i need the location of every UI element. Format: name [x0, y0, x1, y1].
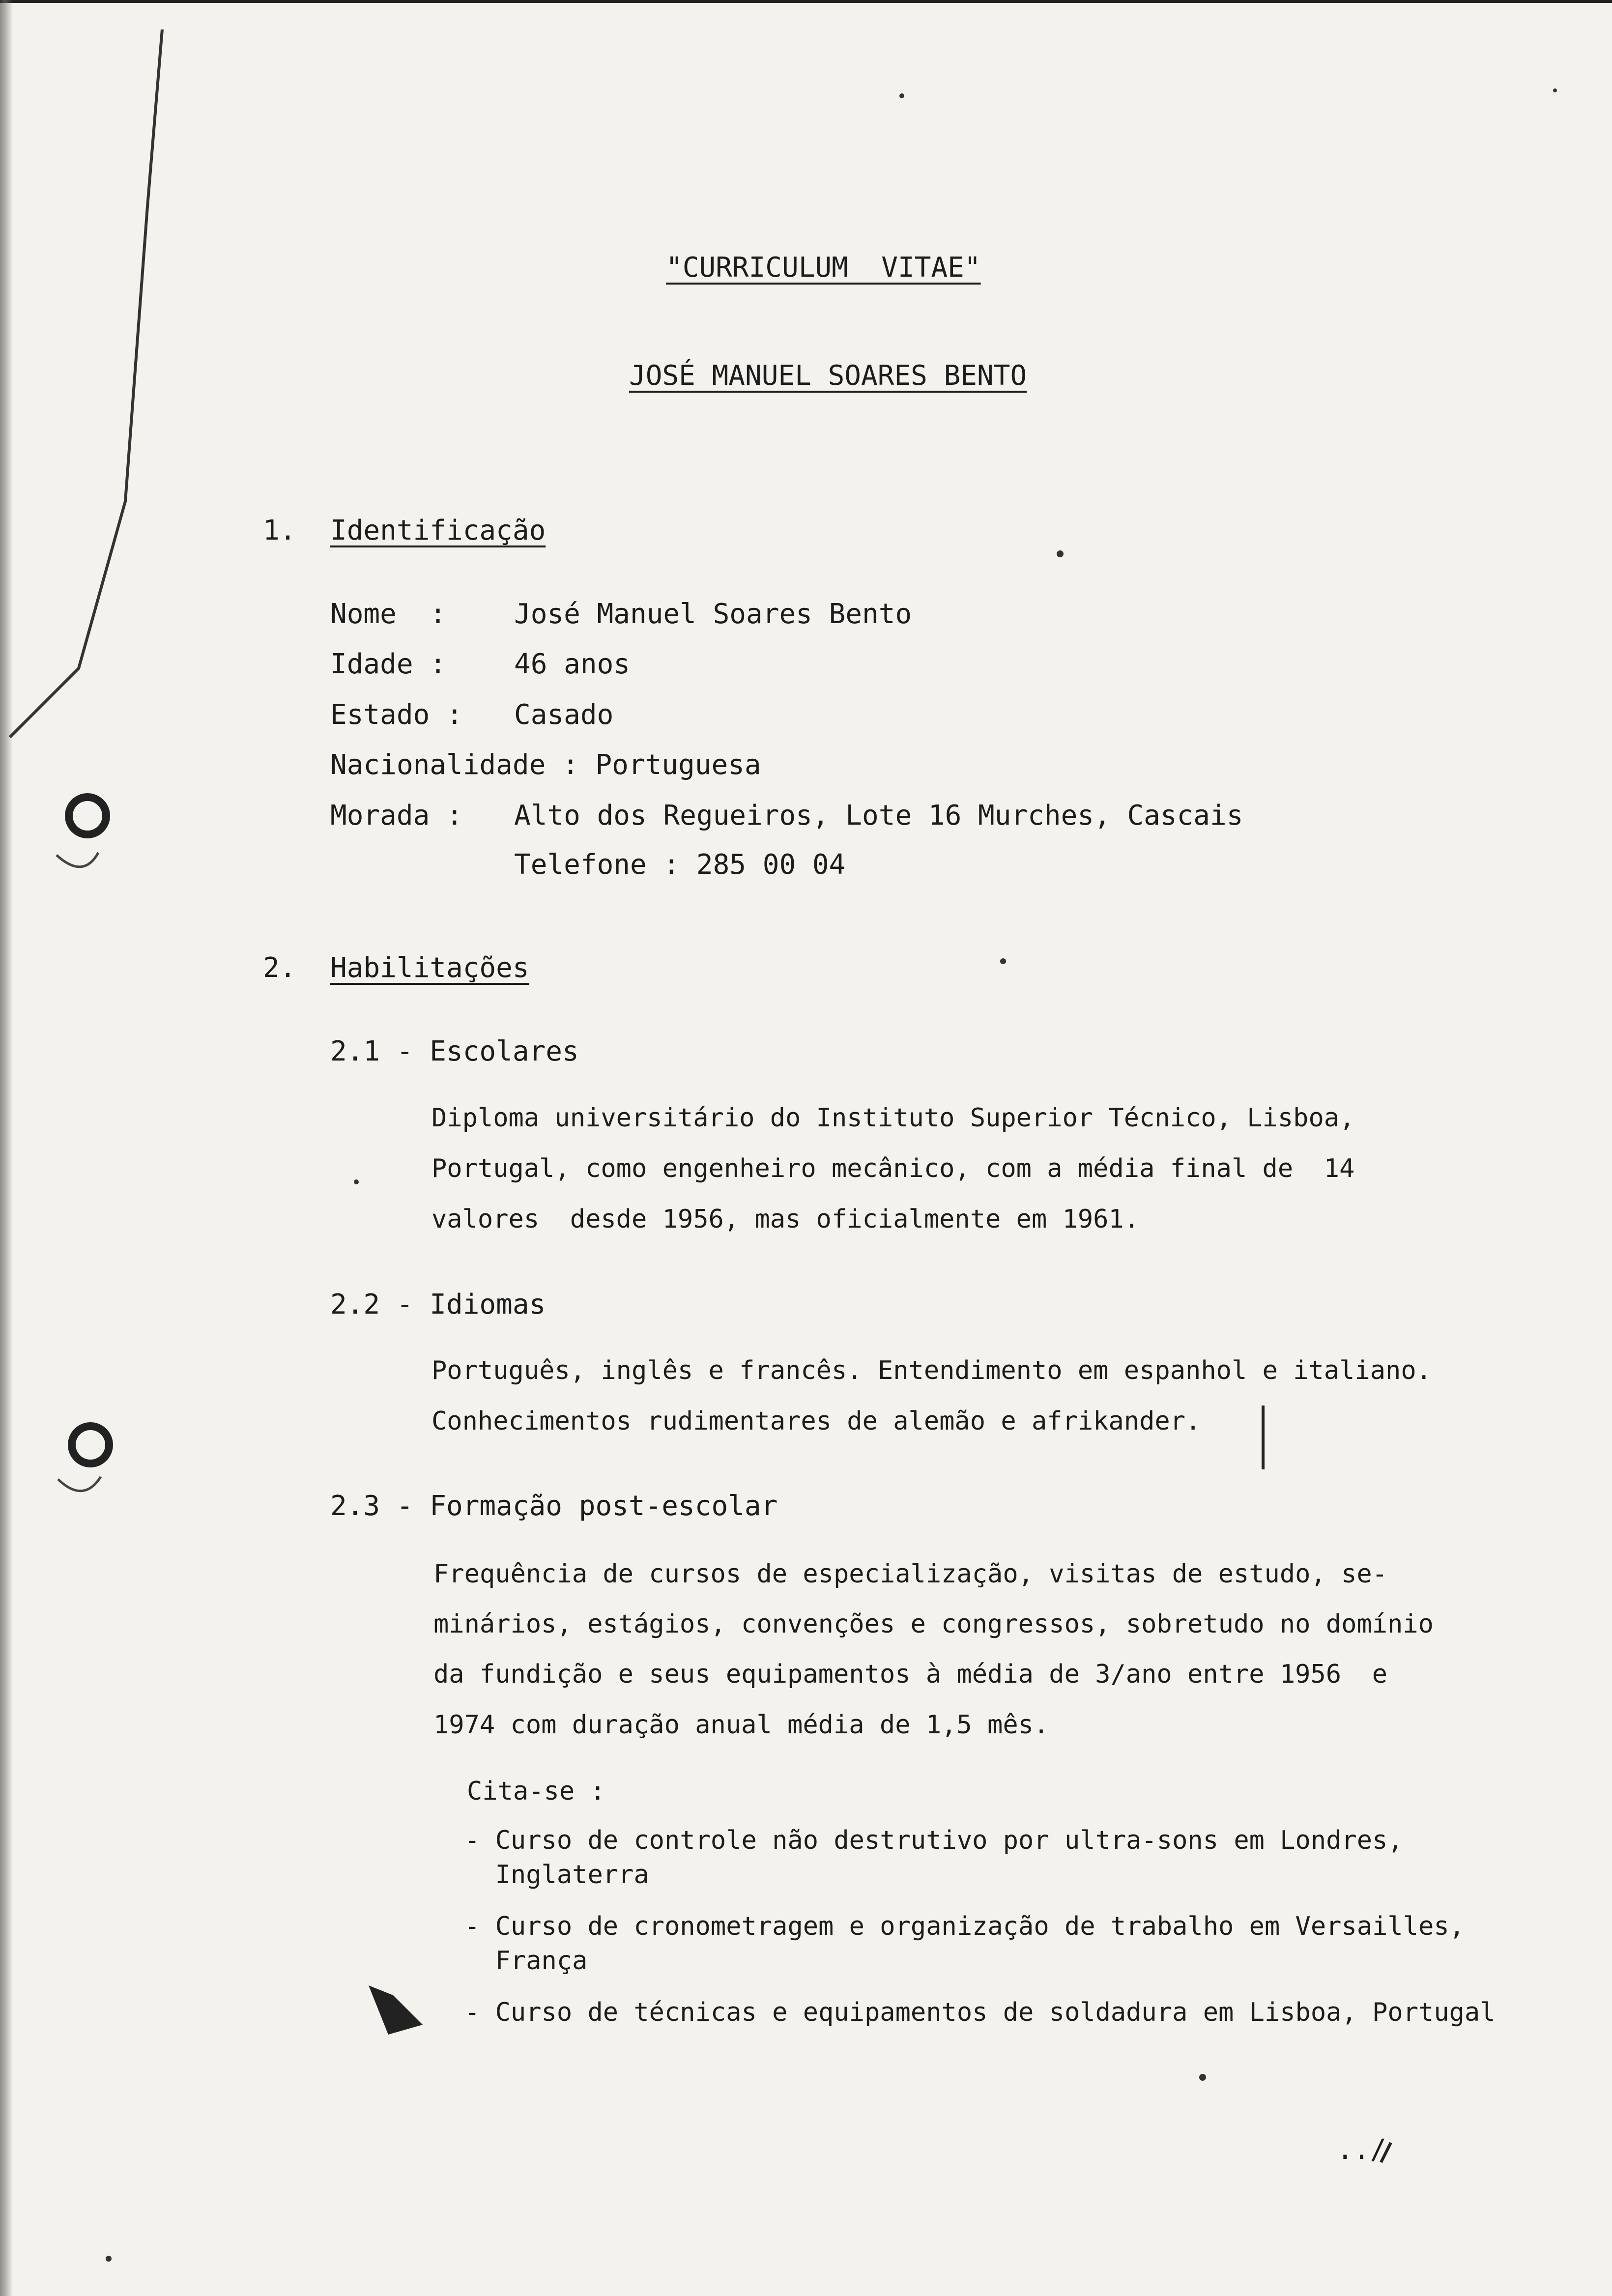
continuation-mark: ../	[1337, 2134, 1387, 2166]
course-item: - Curso de controle não destrutivo por ultra-sons em Londres,	[464, 1826, 1403, 1855]
course-item-continuation: França	[464, 1946, 588, 1976]
scan-speck	[354, 1179, 359, 1184]
idiomas-line: Conhecimentos rudimentares de alemão e afrikander.	[432, 1406, 1201, 1436]
binder-hole-bottom	[72, 1426, 109, 1464]
section-2-number: 2.	[263, 952, 296, 984]
course-item: - Curso de cronometragem e organização de trabalho em Versailles,	[464, 1912, 1465, 1941]
formacao-line: 1974 com duração anual média de 1,5 mês.	[433, 1710, 1049, 1740]
scan-speck	[1199, 2074, 1206, 2081]
person-name-heading: JOSÉ MANUEL SOARES BENTO	[629, 360, 1027, 392]
subsection-2-3-heading: 2.3 - Formação post-escolar	[330, 1490, 778, 1522]
cita-label: Cita-se :	[467, 1777, 605, 1806]
escolares-line: valores desde 1956, mas oficialmente em 1961.	[432, 1205, 1140, 1234]
section-1-title: Identificação	[330, 515, 546, 546]
section-1-number: 1.	[263, 515, 296, 546]
subsection-2-1-heading: 2.1 - Escolares	[330, 1035, 579, 1067]
nacionalidade-line: Nacionalidade : Portuguesa	[330, 749, 761, 781]
telefone-line: Telefone : 285 00 04	[514, 849, 846, 881]
idiomas-line: Português, inglês e francês. Entendimento em espanhol e italiano.	[432, 1356, 1432, 1385]
formacao-line: Frequência de cursos de especialização, visitas de estudo, se-	[433, 1559, 1388, 1589]
morada-label: Morada :	[330, 800, 463, 832]
document-title: "CURRICULUM VITAE"	[666, 252, 981, 284]
scan-speck	[1553, 88, 1557, 92]
estado-value: Casado	[514, 699, 614, 731]
estado-label: Estado :	[330, 699, 463, 731]
subsection-2-2-heading: 2.2 - Idiomas	[330, 1289, 546, 1320]
idade-value: 46 anos	[514, 648, 631, 680]
nome-label: Nome :	[330, 598, 447, 630]
course-item: - Curso de técnicas e equipamentos de soldadura em Lisboa, Portugal	[464, 1998, 1496, 2027]
escolares-line: Diploma universitário do Instituto Superior Técnico, Lisboa,	[432, 1103, 1355, 1133]
margin-pen-stroke	[10, 29, 162, 737]
section-2-title: Habilitações	[330, 952, 529, 984]
scan-speck	[899, 93, 904, 98]
nome-value: José Manuel Soares Bento	[514, 598, 912, 630]
idade-label: Idade :	[330, 648, 447, 680]
course-item-continuation: Inglaterra	[464, 1860, 649, 1890]
escolares-line: Portugal, como engenheiro mecânico, com a média final de 14	[432, 1154, 1355, 1183]
scan-speck	[1000, 958, 1006, 964]
scan-speck	[106, 2256, 112, 2262]
scan-speck	[1057, 550, 1064, 557]
formacao-line: da fundição e seus equipamentos à média de 3/ano entre 1956 e	[433, 1660, 1388, 1689]
binder-hole-top	[69, 797, 106, 834]
morada-value: Alto dos Regueiros, Lote 16 Murches, Cascais	[514, 800, 1243, 832]
formacao-line: minários, estágios, convenções e congressos, sobretudo no domínio	[433, 1609, 1434, 1639]
